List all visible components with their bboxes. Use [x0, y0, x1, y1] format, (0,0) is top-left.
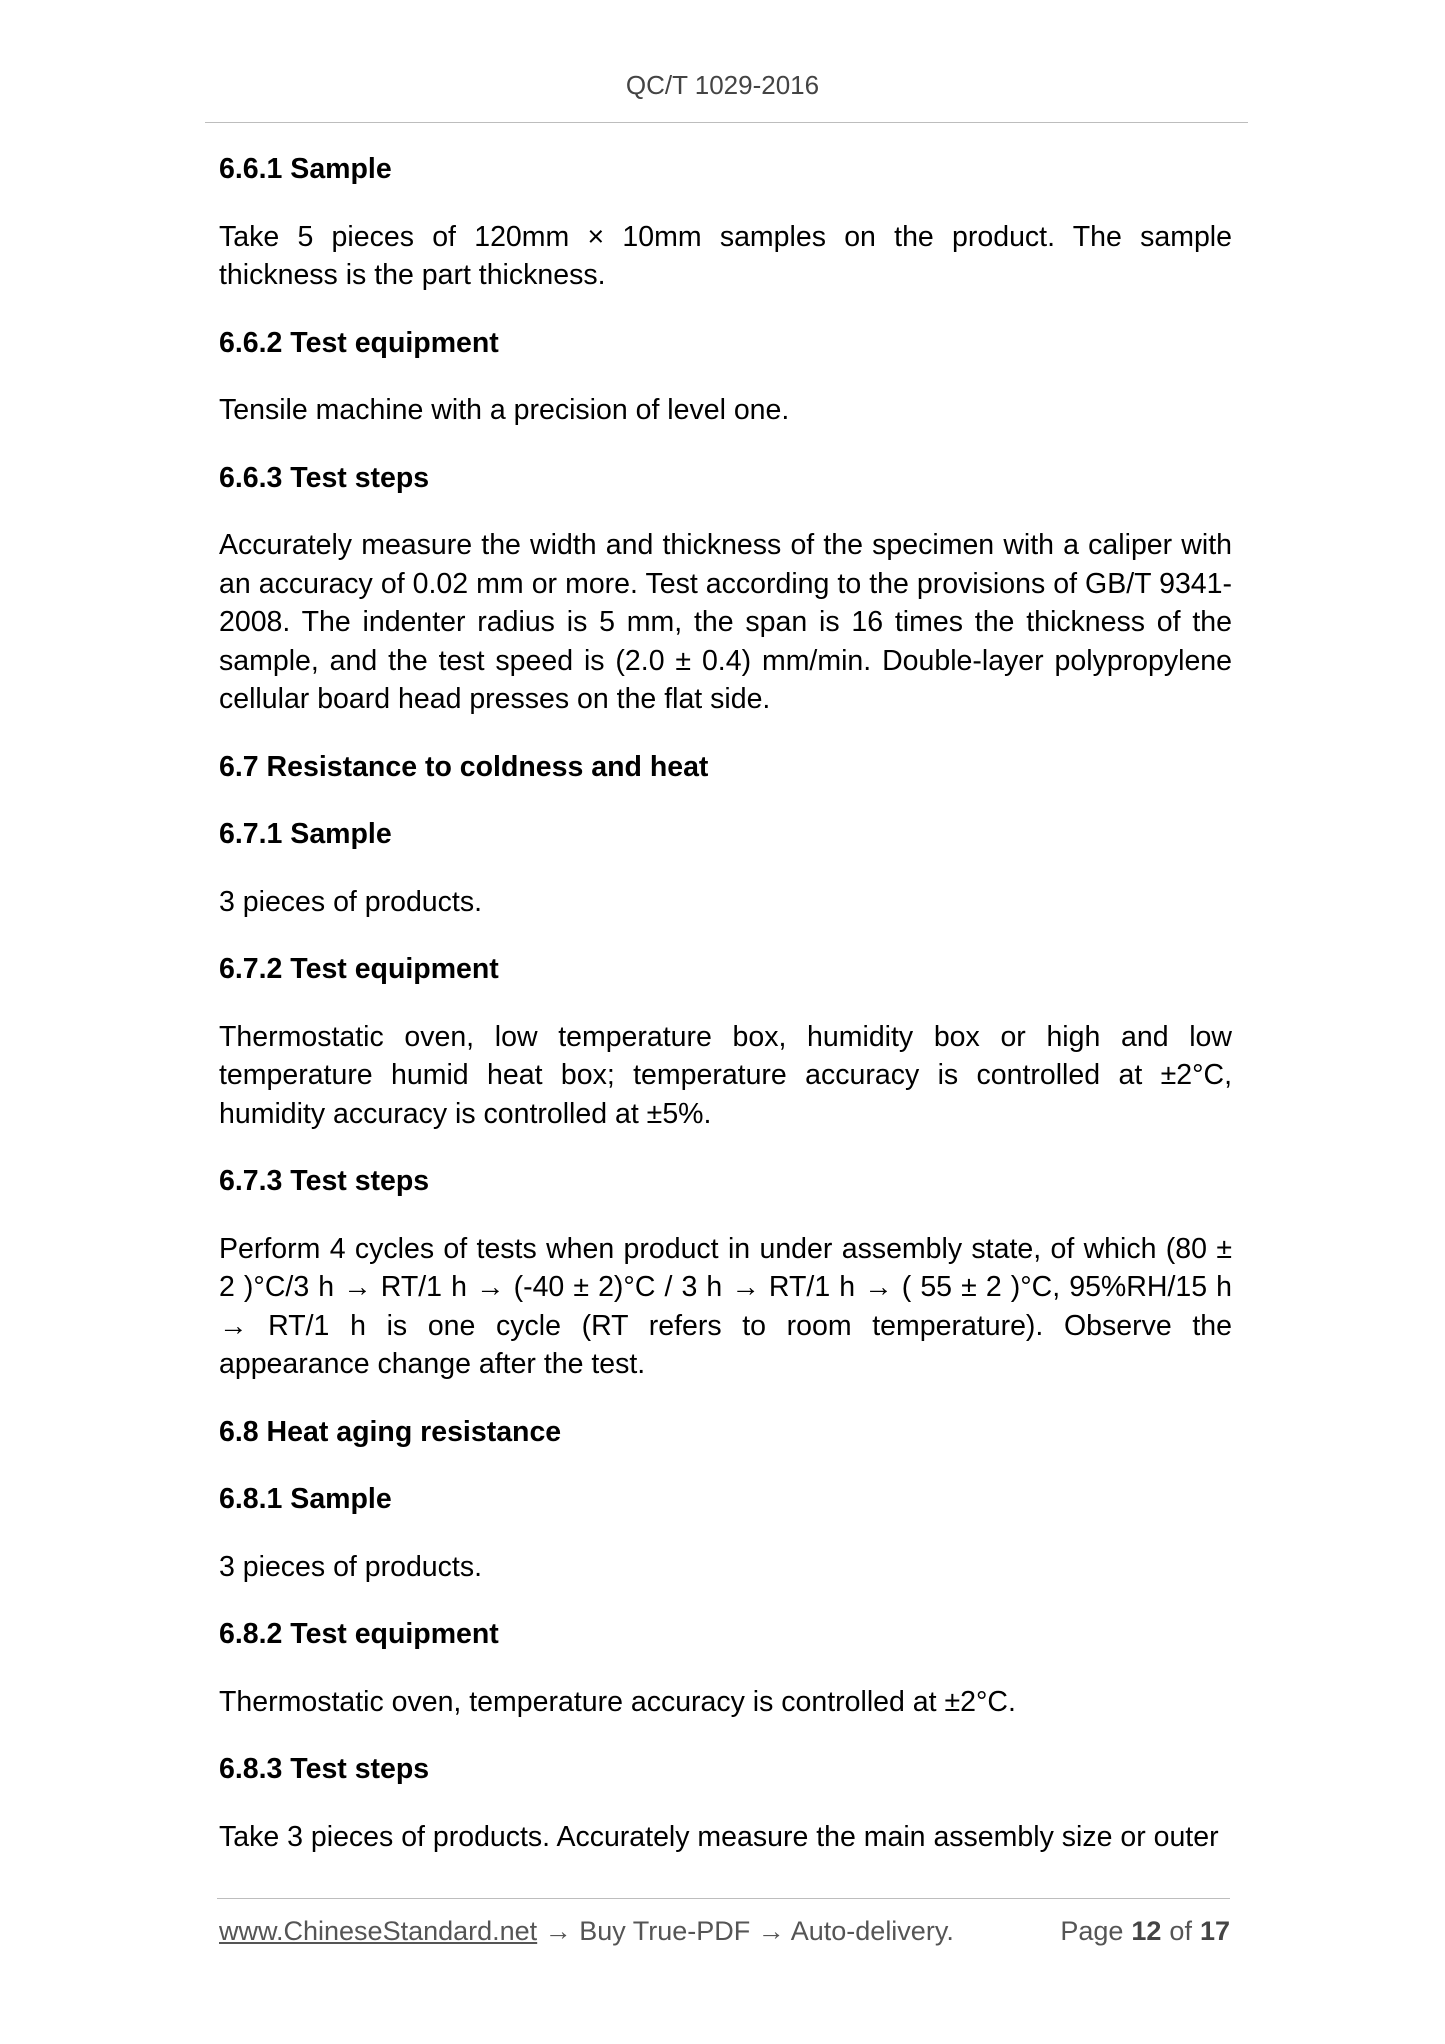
section-heading-6-8-3: 6.8.3 Test steps: [219, 1753, 430, 1785]
paragraph-6-7-1: 3 pieces of products.: [219, 885, 482, 918]
page-indicator: [1060, 1916, 1230, 1947]
paragraph-6-8-1: 3 pieces of products.: [219, 1550, 482, 1583]
section-heading-6-6-1: 6.6.1 Sample: [219, 153, 392, 185]
section-heading-6-8: 6.8 Heat aging resistance: [219, 1415, 562, 1448]
section-heading-6-8-2: 6.8.2 Test equipment: [219, 1618, 499, 1650]
document-code-header: QC/T 1029-2016: [625, 70, 820, 100]
section-heading-6-7-2: 6.7.2 Test equipment: [219, 953, 499, 985]
header-divider: [205, 122, 1248, 123]
paragraph-6-8-2: Thermostatic oven, temperature accuracy is controlled at ±2°C.: [219, 1685, 1016, 1718]
section-heading-6-7-1: 6.7.1 Sample: [219, 818, 392, 850]
section-heading-6-6-2: 6.6.2 Test equipment: [219, 326, 499, 359]
paragraph-6-6-3: Accurately measure the width and thickness of the specimen with a caliper with an accuracy of 0.02 mm or more. Test according to the provisions of GB/T 9341-2008. The indenter radius is 5 mm, the span is 16 times the thickness of the sample, and the test speed is (2.0 ± 0.4) mm/min. Double-layer polypropylene cellular board head presses on the flat side.: [219, 529, 1232, 715]
paragraph-6-6-2: Tensile machine with a precision of level one.: [219, 394, 790, 426]
section-heading-6-7: 6.7 Resistance to coldness and heat: [219, 750, 709, 783]
footer-tagline: → Buy True-PDF → Auto-delivery.: [537, 1916, 954, 1946]
page-footer: [219, 1916, 1230, 1947]
paragraph-6-7-2: Thermostatic oven, low temperature box, humidity box or high and low temperature humid heat box; temperature accuracy is controlled at ±2°C, humidity accuracy is controlled at ±5%.: [219, 1020, 1232, 1130]
website-link[interactable]: www.ChineseStandard.net: [219, 1916, 538, 1946]
document-body: [219, 150, 1232, 1885]
page-current: 12: [1131, 1916, 1162, 1946]
page-of: of: [1169, 1916, 1192, 1946]
section-heading-6-7-3: 6.7.3 Test steps: [219, 1165, 430, 1197]
page-label: Page: [1060, 1916, 1124, 1946]
paragraph-6-8-3: Take 3 pieces of products. Accurately measure the main assembly size or outer: [219, 1820, 1219, 1853]
footer-divider: [217, 1898, 1230, 1899]
section-heading-6-8-1: 6.8.1 Sample: [219, 1483, 392, 1515]
paragraph-6-7-3: Perform 4 cycles of tests when product in under assembly state, of which (80 ± 2 )°C/3 h → RT/1 h → (-40 ± 2)°C / 3 h → RT/1 h → ( 55 ± 2 )°C, 95%RH/15 h → RT/1 h is one cycle (RT refers to room temperature). Observe the appearance change after the test.: [219, 1232, 1232, 1380]
paragraph-6-6-1: Take 5 pieces of 120mm × 10mm samples on the product. The sample thickness is the part thickness.: [219, 220, 1232, 291]
section-heading-6-6-3: 6.6.3 Test steps: [219, 461, 430, 494]
page-total: 17: [1199, 1916, 1230, 1946]
